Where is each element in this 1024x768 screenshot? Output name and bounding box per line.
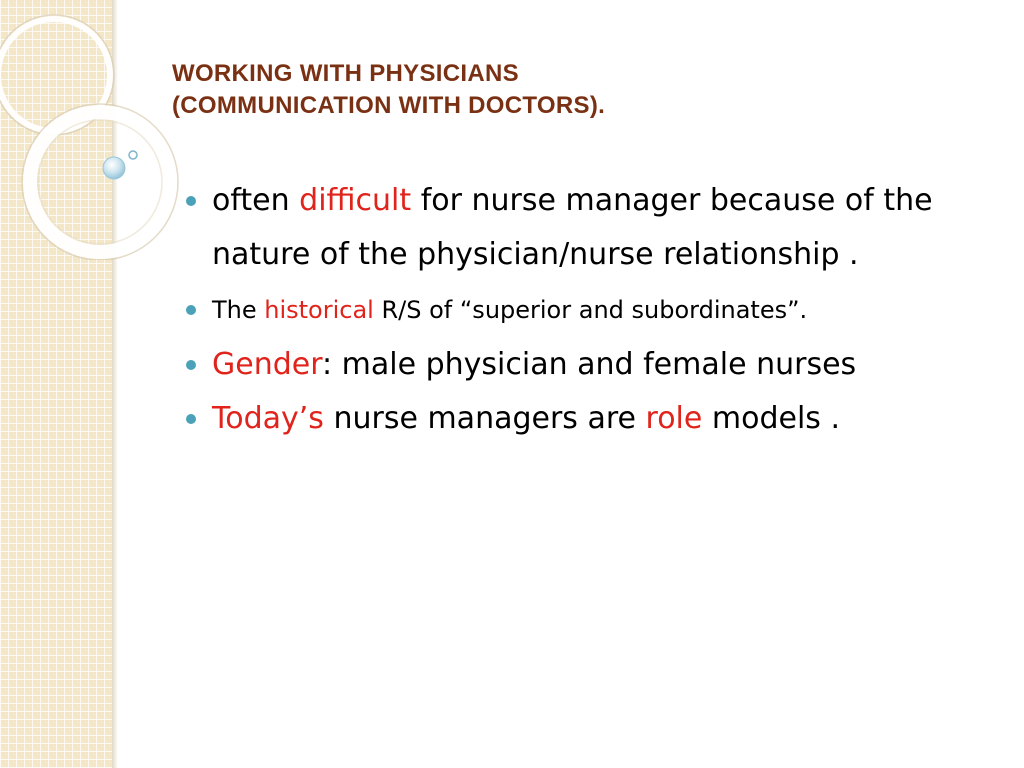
bullet-highlight: difficult: [299, 183, 412, 218]
bullet-highlight: Today’s: [212, 401, 324, 436]
bullet-dot-icon: [186, 360, 196, 370]
bullet-text-pre: often: [212, 183, 300, 218]
bullet-text-post: for nurse manager because of the nature of the physician/nurse relationship .: [212, 183, 933, 272]
bullet-dot-icon: [186, 414, 196, 424]
bullet-dot-icon: [186, 196, 196, 206]
bullet-highlight: Gender: [212, 347, 323, 382]
bullet-highlight: historical: [264, 296, 374, 324]
bullet-item: [186, 174, 986, 282]
bead-large: [103, 157, 125, 179]
bullet-item: [186, 290, 986, 330]
bullet-text-mid: nurse managers are: [323, 401, 646, 436]
bullet-list: [186, 174, 986, 446]
bead-small: [129, 151, 137, 159]
bullet-text-post: models .: [702, 401, 840, 436]
bullet-text-post: R/S of “superior and subordinates”.: [373, 296, 808, 324]
title-line-2: (COMMUNICATION WITH DOCTORS).: [172, 92, 606, 119]
ring-inner-shade-2: [38, 120, 162, 244]
bullet-dot-icon: [186, 305, 196, 315]
bullet-highlight-2: role: [645, 401, 703, 436]
slide-title: [172, 58, 972, 122]
decorative-rings: [0, 0, 200, 260]
title-line-1: WORKING WITH PHYSICIANS: [172, 60, 519, 87]
ring-inner: [30, 112, 170, 252]
bullet-text-post: : male physician and female nurses: [322, 347, 857, 382]
bullet-text-pre: The: [212, 296, 265, 324]
bullet-item: [186, 392, 986, 446]
bullet-item: [186, 338, 986, 392]
